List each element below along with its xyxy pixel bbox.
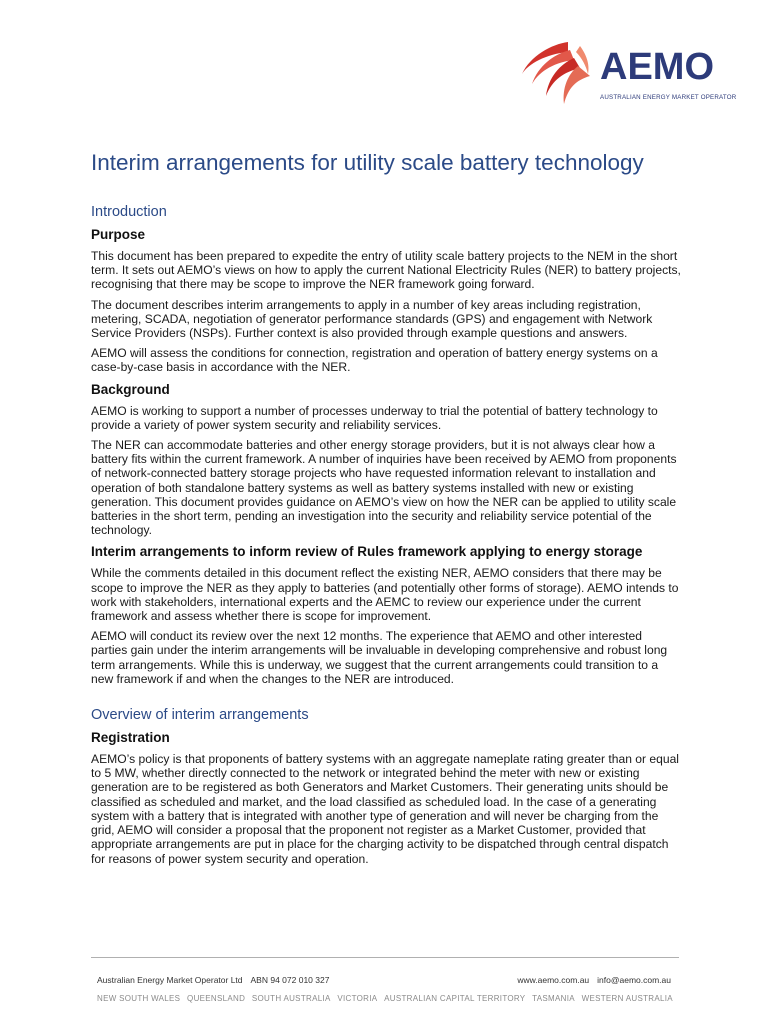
footer-email-link[interactable]: info@aemo.com.au xyxy=(597,975,671,985)
footer-company: Australian Energy Market Operator Ltd xyxy=(97,975,243,985)
footer-divider xyxy=(91,957,679,958)
paragraph: This document has been prepared to expedite the entry of utility scale battery projects to the NEM in the short term. It sets out AEMO’s views on how to apply the current National Electricity Rules (NER) to battery projects, recognising that there may be scope to improve the NER framework going forward. xyxy=(91,249,681,292)
logo-wordmark: AEMO xyxy=(600,46,714,88)
paragraph: AEMO’s policy is that proponents of battery systems with an aggregate nameplate rating greater than or equal to 5 MW, whether directly connected to the network or integrated behind the meter with new or existing generation are to be registered as both Generators and Market Customers. Their generating units should be classified as scheduled and market, and the load classified as scheduled load. In the case of a generating system with a battery that is integrated with another type of generation and will never be charging from the grid, AEMO will consider a proposal that the proponent not register as a Market Customer, provided that appropriate arrangements are put in place for the charging activity to be dispatched through central dispatch for reasons of power system security and operation. xyxy=(91,752,679,866)
footer-region: TASMANIA xyxy=(532,994,575,1003)
logo-subtitle: AUSTRALIAN ENERGY MARKET OPERATOR xyxy=(600,94,737,101)
document-body xyxy=(91,203,681,872)
footer-regions xyxy=(97,994,673,1003)
paragraph: The NER can accommodate batteries and other energy storage providers, but it is not always clear how a battery fits within the current framework. A number of inquiries have been received by AEMO from proponents of network-connected battery storage projects who have requested information relevant to installation and operation of both standalone battery systems as well as battery systems installed with new or existing generation. This document provides guidance on AEMO’s view on how the NER can be applied to utility scale batteries in the short term, pending an investigation into the security and reliability service potential of the technology. xyxy=(91,438,677,538)
aemo-swoosh-icon xyxy=(516,38,596,108)
section-heading-introduction: Introduction xyxy=(91,204,167,220)
aemo-logo xyxy=(516,38,737,108)
section-heading-overview: Overview of interim arrangements xyxy=(91,707,309,724)
subheading-registration: Registration xyxy=(91,730,170,746)
subheading-background: Background xyxy=(91,381,170,397)
footer-abn: ABN 94 072 010 327 xyxy=(250,975,330,985)
page-title: Interim arrangements for utility scale battery technology xyxy=(91,150,644,175)
paragraph: While the comments detailed in this document reflect the existing NER, AEMO considers that there may be scope to improve the NER as they apply to batteries (and potentially other forms of storage). AEMO intends to work with stakeholders, international experts and the AEMC to review our experience under the current framework and assess whether there is scope for improvement. xyxy=(91,566,679,624)
footer-region: AUSTRALIAN CAPITAL TERRITORY xyxy=(384,994,526,1003)
subheading-interim-arrangements: Interim arrangements to inform review of Rules framework applying to energy storage xyxy=(91,544,643,560)
footer-region: NEW SOUTH WALES xyxy=(97,994,181,1003)
footer-region: VICTORIA xyxy=(337,994,378,1003)
paragraph: AEMO will conduct its review over the next 12 months. The experience that AEMO and other interested parties gain under the interim arrangements will be invaluable in developing comprehensive and robust long term arrangements. While this is underway, we suggest that the current arrangements could transition to a new framework if and when the changes to the NER are introduced. xyxy=(91,629,668,686)
footer-region: WESTERN AUSTRALIA xyxy=(581,994,673,1003)
subheading-purpose: Purpose xyxy=(91,227,146,242)
footer-region: QUEENSLAND xyxy=(187,994,246,1003)
paragraph: The document describes interim arrangements to apply in a number of key areas including registration, metering, SCADA, negotiation of generator performance standards (GPS) and engagement with Network Service Providers (NSPs). Further context is also provided through example questions and answers. xyxy=(91,297,653,341)
footer-website-link[interactable]: www.aemo.com.au xyxy=(517,975,590,985)
paragraph: AEMO is working to support a number of processes underway to trial the potential of battery technology to provide a variety of power system security and reliability services. xyxy=(91,403,658,432)
footer-region: SOUTH AUSTRALIA xyxy=(251,994,331,1003)
paragraph: AEMO will assess the conditions for connection, registration and operation of battery energy systems on a case-by-case basis in accordance with the NER. xyxy=(91,346,658,375)
